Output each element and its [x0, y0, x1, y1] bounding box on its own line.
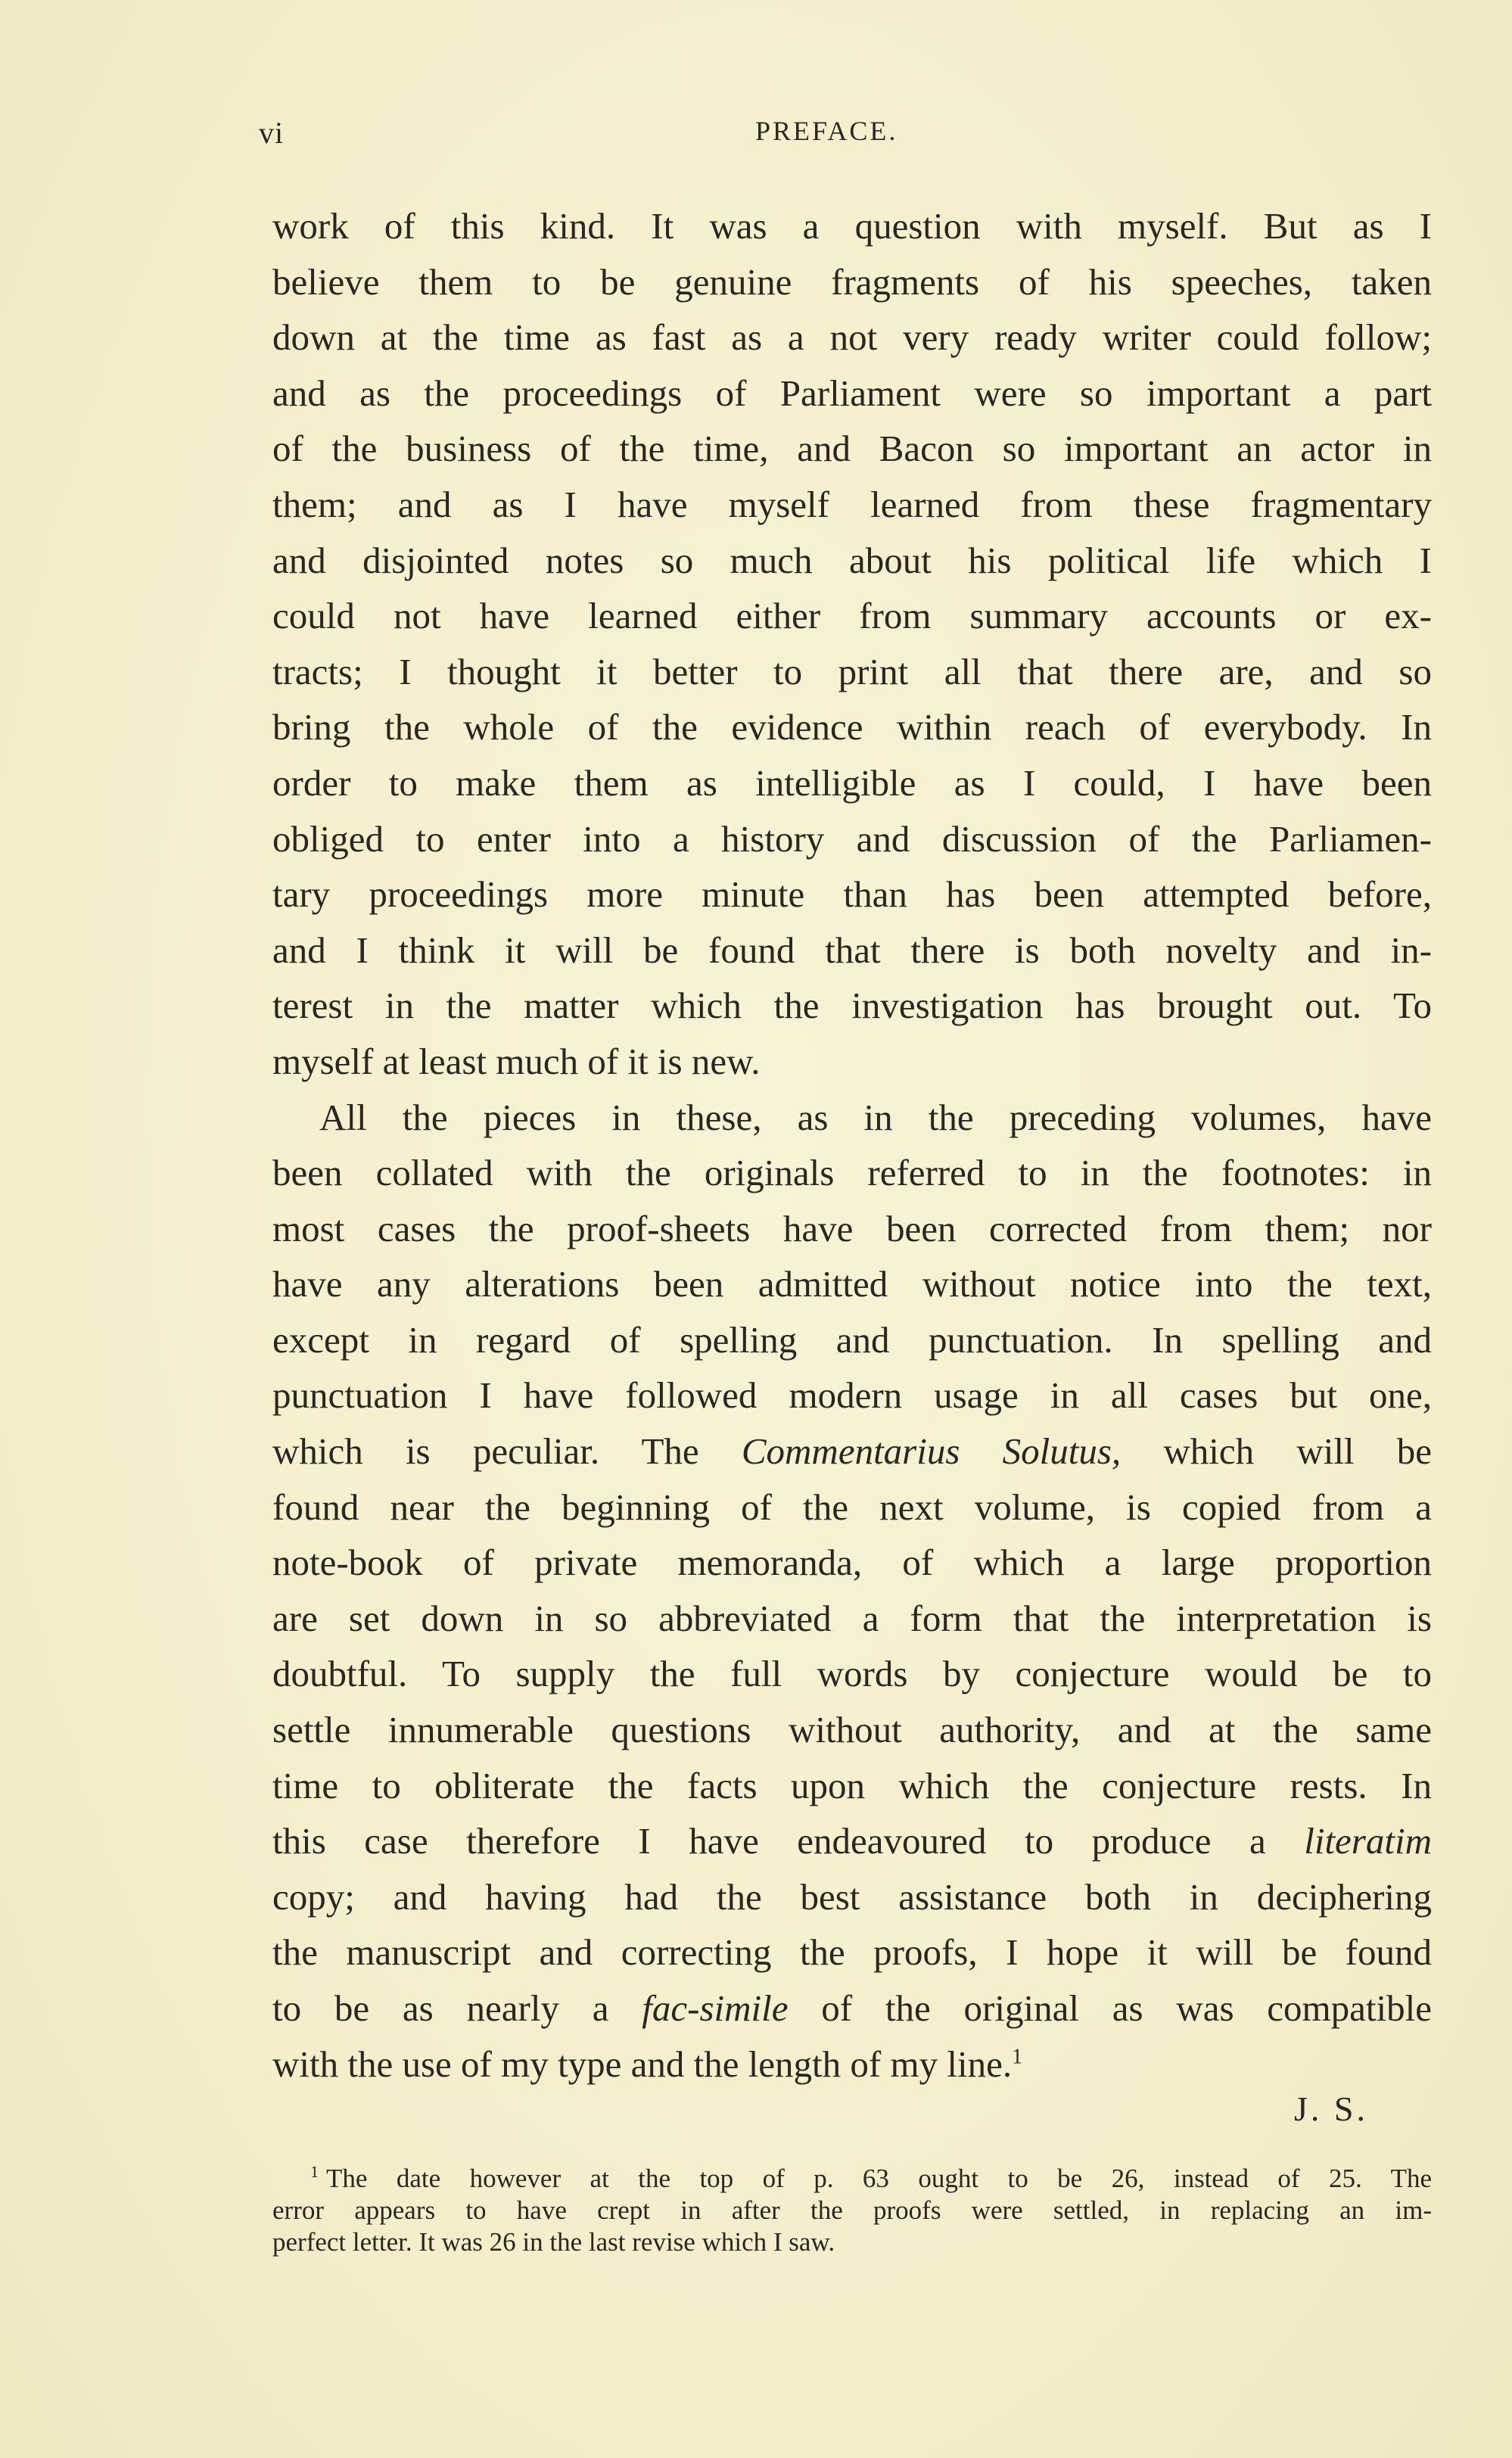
preface-body	[272, 198, 1432, 2092]
text-line: of the business of the time, and Bacon so important an actor in	[272, 428, 1432, 470]
text-line: settle innumerable questions without authority, and at the same	[272, 1709, 1432, 1751]
text-line: tary proceedings more minute than has been attempted before,	[272, 873, 1432, 916]
running-title: PREFACE.	[755, 116, 898, 146]
text-line: tracts; I thought it better to print all that there are, and so	[272, 650, 1432, 692]
text-line: time to obliterate the facts upon which the conjecture rests. In	[272, 1764, 1432, 1806]
text-line	[272, 1423, 1432, 1479]
text-line: believe them to be genuine fragments of his speeches, taken	[272, 260, 1432, 303]
text-line: note-book of private memoranda, of which a large proportion	[272, 1542, 1432, 1584]
text-line: doubtful. To supply the full words by conjecture would be to	[272, 1653, 1432, 1695]
text-line: them; and as I have myself learned from these fragmentary	[272, 483, 1432, 525]
text-line: myself at least much of it is new.	[272, 1040, 761, 1082]
footnote	[272, 2163, 1432, 2258]
text-line: are set down in so abbreviated a form that the interpretation is	[272, 1597, 1432, 1639]
text-segment: to be as nearly a	[272, 1987, 642, 2029]
text-line: and I think it will be found that there is both novelty and in-	[272, 929, 1432, 971]
text-line: the manuscript and correcting the proofs, I hope it will be found	[272, 1931, 1432, 1974]
text-line: copy; and having had the best assistance both in deciphering	[272, 1875, 1432, 1918]
text-line	[272, 1980, 1432, 2036]
text-line: All the pieces in these, as in the preceding volumes, have	[319, 1096, 1432, 1138]
footnote-marker: 1	[310, 2162, 319, 2182]
footnote-line: perfect letter. It was 26 in the last revise which I saw.	[272, 2227, 835, 2257]
text-line: work of this kind. It was a question with myself. But as I	[272, 205, 1432, 247]
page-number: vi	[259, 116, 285, 150]
text-line	[272, 1813, 1432, 1869]
text-line: down at the time as fast as a not very ready writer could follow;	[272, 316, 1432, 359]
text-line: could not have learned either from summary accounts or ex-	[272, 595, 1432, 637]
paragraph-2	[272, 1090, 1432, 2092]
text-line: order to make them as intelligible as I could, I have been	[272, 761, 1432, 804]
text-line: bring the whole of the evidence within reach of everybody. In	[272, 706, 1432, 748]
text-line: and disjointed notes so much about his political life which I	[272, 539, 1432, 581]
paragraph-1	[272, 198, 1432, 1090]
text-segment: which will be	[1121, 1430, 1432, 1473]
text-segment: with the use of my type and the length of my line.	[272, 2043, 1013, 2085]
footnote-line	[272, 2163, 1432, 2195]
text-line: obliged to enter into a history and discussion of the Parliamen-	[272, 817, 1432, 860]
author-initials: J. S.	[1294, 2089, 1368, 2128]
footnote-line: error appears to have crept in after the proofs were settled, in replacing an im-	[272, 2195, 1432, 2225]
italic-word-literatim: literatim	[1304, 1820, 1432, 1862]
text-line	[272, 2036, 1432, 2092]
text-segment: The date however at the top of p. 63 ought to be 26, instead of 25. The	[326, 2164, 1432, 2193]
text-line: and as the proceedings of Parliament were so important a part	[272, 372, 1432, 414]
text-line: been collated with the originals referred to in the footnotes: in	[272, 1152, 1432, 1194]
text-line: punctuation I have followed modern usage in all cases but one,	[272, 1374, 1432, 1417]
italic-word-fac-simile: fac-simile	[642, 1987, 789, 2029]
text-segment: this case therefore I have endeavoured to produce a	[272, 1820, 1305, 1862]
text-line: except in regard of spelling and punctuation. In spelling and	[272, 1318, 1432, 1361]
text-segment: of the original as was compatible	[788, 1987, 1432, 2029]
text-line: found near the beginning of the next volume, is copied from a	[272, 1486, 1432, 1528]
italic-title-commentarius: Commentarius Solutus,	[741, 1430, 1122, 1473]
running-head	[259, 115, 1409, 160]
text-line: terest in the matter which the investigation has brought out. To	[272, 985, 1432, 1027]
footnote-reference[interactable]: 1	[1012, 2045, 1023, 2069]
text-segment: which is peculiar. The	[272, 1430, 742, 1473]
text-line: have any alterations been admitted without notice into the text,	[272, 1263, 1432, 1305]
text-line: most cases the proof-sheets have been corrected from them; nor	[272, 1207, 1432, 1249]
